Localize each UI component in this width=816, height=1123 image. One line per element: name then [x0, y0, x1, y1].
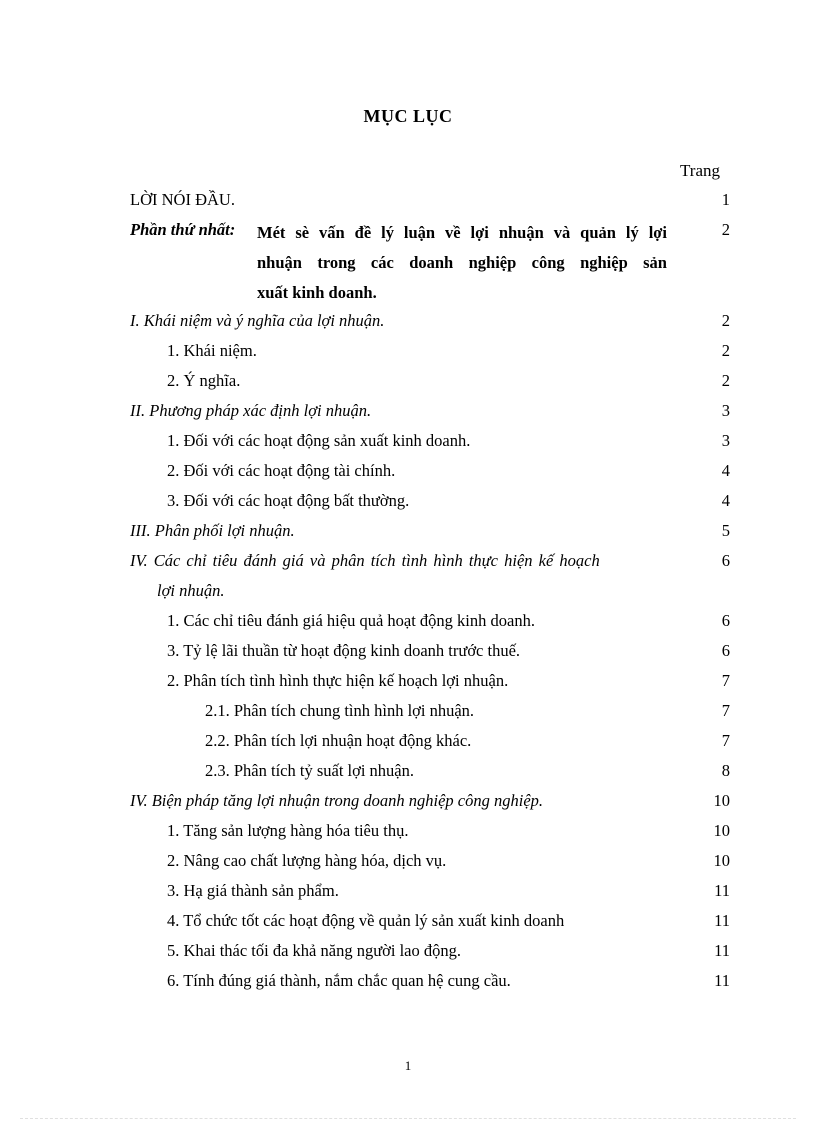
part-title	[257, 218, 667, 308]
page-divider	[20, 1118, 796, 1119]
toc-section-4-cont: lợi nhuận.	[157, 581, 225, 600]
toc-item: 3. Đối với các hoạt động bất thường.	[167, 491, 410, 510]
toc-page: 2	[721, 371, 730, 390]
toc-page: 7	[721, 701, 730, 720]
page-title: MỤC LỤC	[363, 106, 453, 126]
toc-page: 6	[721, 551, 730, 570]
toc-item: 1. Khái niệm.	[167, 341, 257, 360]
toc-item: 2. Đối với các hoạt động tài chính.	[167, 461, 396, 480]
toc-item: 2. Phân tích tình hình thực hiện kế hoạch lợi nhuận.	[167, 671, 509, 690]
toc-page: 10	[713, 851, 730, 870]
toc-item: 1. Tăng sản lượng hàng hóa tiêu thụ.	[167, 821, 409, 840]
toc-page: 2	[721, 341, 730, 360]
toc-item: 2. Nâng cao chất lượng hàng hóa, dịch vụ.	[167, 851, 447, 870]
footer-page-number: 1	[404, 1058, 412, 1073]
toc-page: 11	[714, 971, 730, 990]
toc-page: 7	[721, 671, 730, 690]
toc-page: 11	[714, 941, 730, 960]
toc-page: 3	[721, 401, 730, 420]
toc-section-2: II. Phương pháp xác định lợi nhuận.	[130, 401, 372, 420]
toc-page: 7	[721, 731, 730, 750]
toc-item: 3. Tỷ lệ lãi thuần từ hoạt động kinh doanh trước thuế.	[167, 641, 521, 660]
part-title-line: Mét sè vấn đề lý luận về lợi nhuận và quản lý lợi	[257, 223, 667, 242]
toc-page-part1: 2	[721, 220, 730, 239]
toc-page: 6	[721, 611, 730, 630]
toc-page: 11	[714, 881, 730, 900]
part-title-line: xuất kinh doanh.	[257, 283, 377, 302]
toc-section-1: I. Khái niệm và ý nghĩa của lợi nhuận.	[130, 311, 385, 330]
toc-section-4: IV. Các chỉ tiêu đánh giá và phân tích tình hình thực hiện kế hoạch	[130, 551, 600, 570]
toc-page: 4	[721, 491, 730, 510]
toc-page: 6	[721, 641, 730, 660]
toc-subitem: 2.2. Phân tích lợi nhuận hoạt động khác.	[205, 731, 472, 750]
toc-entry-intro: LỜI NÓI ĐẦU.	[130, 190, 235, 209]
toc-section-5: IV. Biện pháp tăng lợi nhuận trong doanh nghiệp công nghiệp.	[130, 791, 544, 810]
toc-page: 2	[721, 311, 730, 330]
toc-item: 4. Tổ chức tốt các hoạt động về quản lý sản xuất kinh doanh	[167, 911, 565, 930]
toc-page: 11	[714, 911, 730, 930]
toc-page: 10	[713, 791, 730, 810]
toc-section-3: III. Phân phối lợi nhuận.	[130, 521, 295, 540]
toc-item: 1. Đối với các hoạt động sản xuất kinh doanh.	[167, 431, 471, 450]
toc-item: 1. Các chỉ tiêu đánh giá hiệu quả hoạt động kinh doanh.	[167, 611, 535, 630]
toc-page-intro: 1	[721, 190, 730, 209]
toc-page: 3	[721, 431, 730, 450]
toc-page: 5	[721, 521, 730, 540]
toc-subitem: 2.3. Phân tích tỷ suất lợi nhuận.	[205, 761, 414, 780]
part-label: Phần thứ nhất:	[130, 220, 236, 239]
toc-item: 6. Tính đúng giá thành, nắm chắc quan hệ cung cầu.	[167, 971, 511, 990]
toc-page: 8	[721, 761, 730, 780]
page-column-header: Trang	[680, 161, 720, 180]
toc-page: 10	[713, 821, 730, 840]
toc-item: 3. Hạ giá thành sản phẩm.	[167, 881, 339, 900]
part-title-line: nhuận trong các doanh nghiệp công nghiệp sản	[257, 253, 667, 272]
toc-subitem: 2.1. Phân tích chung tình hình lợi nhuận.	[205, 701, 475, 720]
toc-item: 5. Khai thác tối đa khả năng người lao động.	[167, 941, 461, 960]
toc-page: 4	[721, 461, 730, 480]
toc-item: 2. Ý nghĩa.	[167, 371, 241, 390]
